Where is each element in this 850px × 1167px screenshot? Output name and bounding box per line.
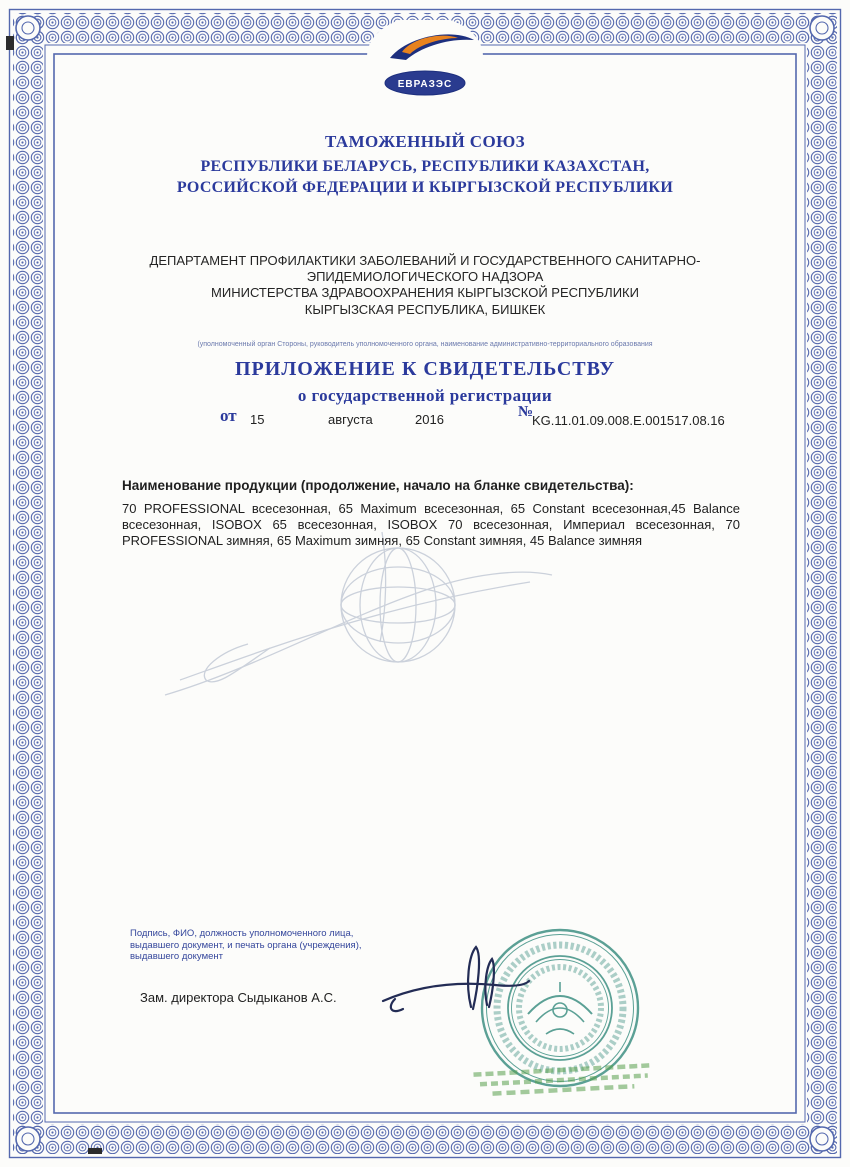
scan-mark <box>88 1148 102 1154</box>
product-heading: Наименование продукции (продолжение, начало на бланке свидетельства): <box>122 478 634 493</box>
union-title-line: ТАМОЖЕННЫЙ СОЮЗ <box>325 132 525 151</box>
watermark-globe-signature <box>120 520 640 760</box>
date-day: 15 <box>250 412 265 427</box>
signature-caption-line: Подпись, ФИО, должность уполномоченного лица, <box>130 928 354 939</box>
date-month: августа <box>328 412 373 427</box>
authority-line: МИНИСТЕРСТВА ЗДРАВООХРАНЕНИЯ КЫРГЫЗСКОЙ РЕСПУБЛИКИ <box>211 285 639 301</box>
date-from-label: от <box>220 406 237 425</box>
authority-line: КЫРГЫЗСКАЯ РЕСПУБЛИКА, БИШКЕК <box>304 301 546 317</box>
issuing-authority <box>0 253 850 318</box>
stamp-green-text-lines <box>473 1065 654 1094</box>
date-year: 2016 <box>415 412 444 427</box>
authority-line: ЭПИДЕМИОЛОГИЧЕСКОГО НАДЗОРА <box>306 269 544 285</box>
authority-caption: (уполномоченный орган Стороны, руководитель уполномоченного органа, наименование административно-территориального образования <box>197 341 653 348</box>
registration-line <box>60 406 790 438</box>
stamp-emblem <box>528 996 592 1014</box>
product-section <box>122 478 740 549</box>
union-title-line: РОССИЙСКОЙ ФЕДЕРАЦИИ И КЫРГЫЗСКОЙ РЕСПУБЛИКИ <box>176 179 674 196</box>
eurasec-logo <box>0 20 850 100</box>
signature-caption-line: выдавшего документ <box>130 951 223 962</box>
signer-name: Зам. директора Сыдыканов А.С. <box>140 990 337 1005</box>
number-label: № <box>518 404 534 420</box>
signature-caption-line: выдавшего документ, и печать органа (учреждения), <box>130 939 362 951</box>
pen-signature <box>375 935 535 1030</box>
eurasec-logo-text: ЕВРАЗЭС <box>397 79 453 90</box>
document-title: ПРИЛОЖЕНИЕ К СВИДЕТЕЛЬСТВУ <box>234 358 616 380</box>
authority-line: ДЕПАРТАМЕНТ ПРОФИЛАКТИКИ ЗАБОЛЕВАНИЙ И ГОСУДАРСТВЕННОГО САНИТАРНО- <box>149 253 701 268</box>
customs-union-header <box>0 132 850 198</box>
registration-number: KG.11.01.09.008.E.001517.08.16 <box>532 413 725 428</box>
product-list: 70 PROFESSIONAL всесезонная, 65 Maximum всесезонная, 65 Constant всесезонная,45 Balance всесезонная, ISOBOX 65 всесезонная, ISOBOX 70 всесезонная, Империал всесезонная, 70 PROFESSIONAL зимняя, 65 Maximum зимняя, 65 Constant зимняя, 45 Balance зимняя <box>122 501 740 548</box>
document-subtitle: о государственной регистрации <box>297 386 553 405</box>
union-title-line: РЕСПУБЛИКИ БЕЛАРУСЬ, РЕСПУБЛИКИ КАЗАХСТАН, <box>200 158 650 175</box>
signature-caption <box>130 928 362 963</box>
eurasec-logo-graphic <box>350 20 500 100</box>
